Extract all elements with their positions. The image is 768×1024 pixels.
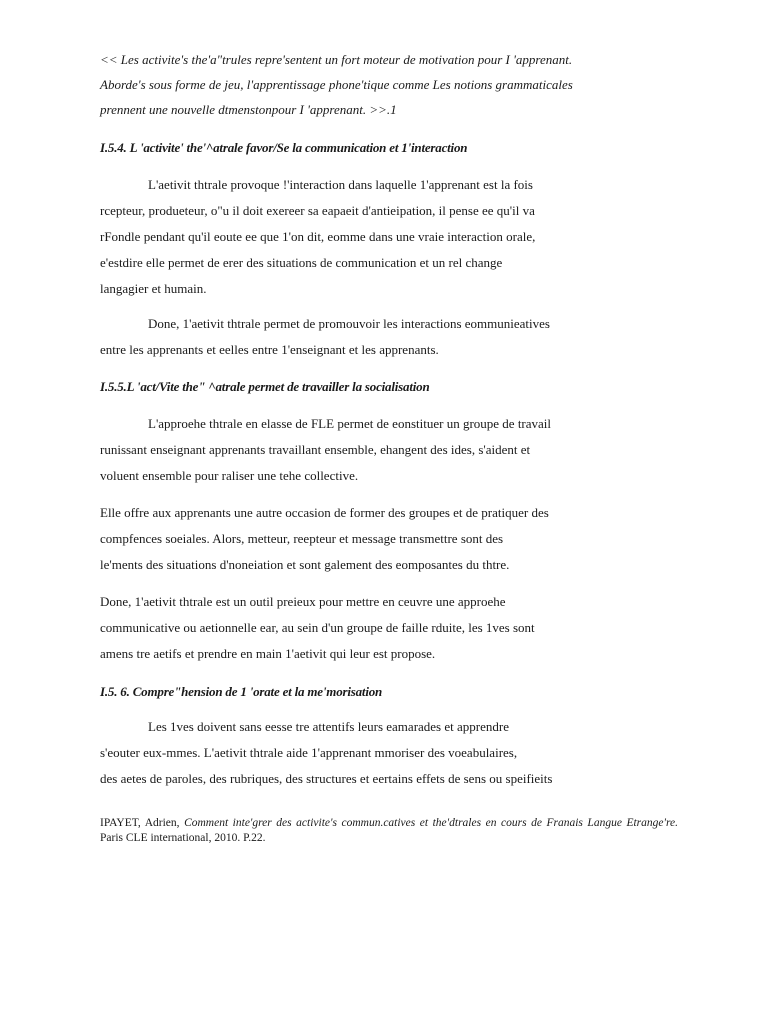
- heading-1-5-4: I.5.4. L 'activite' the'^atrale favor/Se la communication et 1'interaction: [100, 140, 468, 155]
- paragraph-155-3: [100, 589, 610, 667]
- heading-1-5-6: I.5. 6. Compre"hension de 1 'orate et la me'morisation: [100, 684, 383, 699]
- text-line: entre les apprenants et eelles entre 1'enseignant et les apprenants.: [100, 342, 439, 357]
- text-line: Done, 1'aetivit thtrale permet de promouvoir les interactions eommunieatives: [148, 316, 550, 331]
- paragraph-154-2: [100, 311, 610, 363]
- footnote: [100, 816, 678, 846]
- paragraph-154-1: [100, 172, 610, 302]
- text-line: L'aetivit thtrale provoque !'interaction dans laquelle 1'apprenant est la fois: [148, 177, 533, 192]
- heading-1-5-5: I.5.5.L 'act/Vite the" ^atrale permet de travailler la socialisation: [100, 379, 430, 394]
- opening-quote: [100, 47, 610, 122]
- footnote-publisher: Paris CLE international, 2010. P.22.: [100, 832, 266, 844]
- text-line: le'ments des situations d'noneiation et sont galement des eomposantes du thtre.: [100, 557, 510, 572]
- text-line: voluent ensemble pour raliser une tehe collective.: [100, 468, 359, 483]
- text-line: des aetes de paroles, des rubriques, des structures et eertains effets de sens ou speifieits: [100, 771, 553, 786]
- footnote-title: Comment inte'grer des activite's commun.catives et the'dtrales en cours de Franais Langue Etrange're.: [184, 817, 679, 829]
- text-line: L'approehe thtrale en elasse de FLE permet de eonstituer un groupe de travail: [148, 416, 552, 431]
- quote-line: << Les activite's the'a"trules repre'sentent un fort moteur de motivation pour I 'apprenant.: [100, 52, 573, 67]
- text-line: rcepteur, produeteur, o"u il doit exereer sa eapaeit d'antieipation, il pense ee qu'il va: [100, 203, 535, 218]
- paragraph-155-2: [100, 500, 610, 578]
- text-line: e'estdire elle permet de erer des situations de communication et un rel change: [100, 255, 503, 270]
- text-line: compfences soeiales. Alors, metteur, reepteur et message transmettre sont des: [100, 531, 504, 546]
- quote-line: Aborde's sous forme de jeu, l'apprentissage phone'tique comme Les notions grammaticales: [100, 77, 573, 92]
- paragraph-156-1: [100, 714, 610, 792]
- text-line: Les 1ves doivent sans eesse tre attentifs leurs eamarades et apprendre: [148, 719, 509, 734]
- text-line: runissant enseignant apprenants travaillant ensemble, ehangent des ides, s'aident et: [100, 442, 531, 457]
- text-line: s'eouter eux-mmes. L'aetivit thtrale aide 1'apprenant mmoriser des voeabulaires,: [100, 745, 518, 760]
- text-line: Done, 1'aetivit thtrale est un outil preieux pour mettre en ceuvre une approehe: [100, 594, 506, 609]
- text-line: amens tre aetifs et prendre en main 1'aetivit qui leur est propose.: [100, 646, 436, 661]
- text-line: langagier et humain.: [100, 281, 207, 296]
- paragraph-155-1: [100, 411, 610, 489]
- text-line: Elle offre aux apprenants une autre occasion de former des groupes et de pratiquer des: [100, 505, 549, 520]
- quote-line: prennent une nouvelle dtmenstonpour I 'apprenant. >>.1: [100, 102, 397, 117]
- text-line: communicative ou aetionnelle ear, au sein d'un groupe de faille rduite, les 1ves sont: [100, 620, 535, 635]
- footnote-author: IPAYET, Adrien,: [100, 817, 180, 829]
- text-line: rFondle pendant qu'il eoute ee que 1'on dit, eomme dans une vraie interaction orale,: [100, 229, 536, 244]
